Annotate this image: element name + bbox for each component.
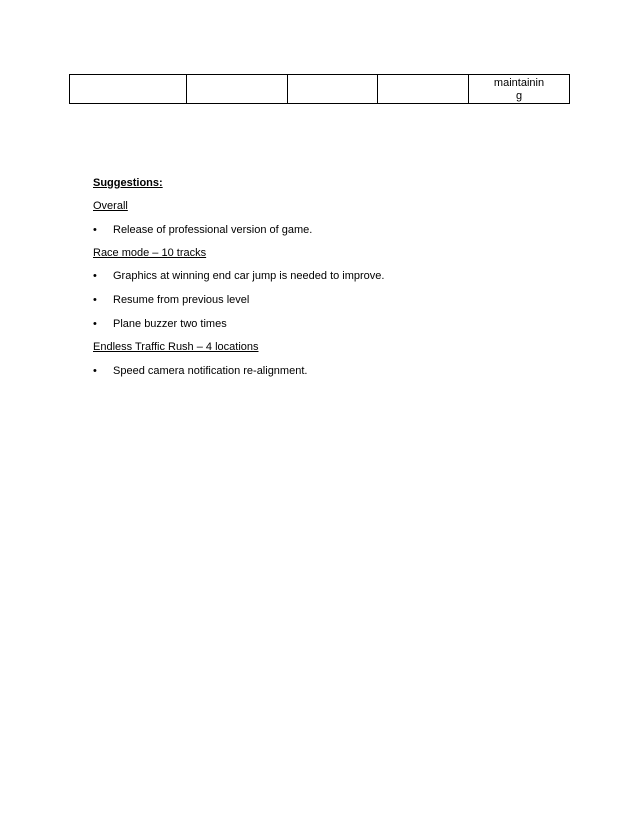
table-cell	[378, 75, 469, 104]
list-item-text: Graphics at winning end car jump is needed to improve.	[113, 270, 385, 282]
bullet-icon: •	[93, 318, 97, 330]
section-heading-race-mode: Race mode – 10 tracks	[93, 247, 207, 259]
table-cell	[70, 75, 187, 104]
list-item-text: Release of professional version of game.	[113, 224, 313, 236]
list-item	[93, 270, 384, 282]
table-cell	[187, 75, 288, 104]
suggestions-title: Suggestions:	[93, 177, 163, 189]
list-item	[93, 224, 312, 236]
table-cell-text: maintaining	[493, 77, 545, 102]
list-item-text: Plane buzzer two times	[113, 318, 227, 330]
section-heading-endless-traffic-rush: Endless Traffic Rush – 4 locations	[93, 341, 259, 353]
section-heading-overall: Overall	[93, 200, 128, 212]
bullet-icon: •	[93, 270, 97, 282]
bullet-icon: •	[93, 224, 97, 236]
data-table	[69, 74, 570, 104]
table-cell	[288, 75, 378, 104]
list-item	[93, 318, 227, 330]
list-item	[93, 294, 249, 306]
table-row	[70, 75, 570, 104]
table-cell	[469, 75, 570, 104]
list-item	[93, 365, 307, 377]
list-item-text: Resume from previous level	[113, 294, 250, 306]
bullet-icon: •	[93, 294, 97, 306]
bullet-icon: •	[93, 365, 97, 377]
list-item-text: Speed camera notification re-alignment.	[113, 365, 308, 377]
